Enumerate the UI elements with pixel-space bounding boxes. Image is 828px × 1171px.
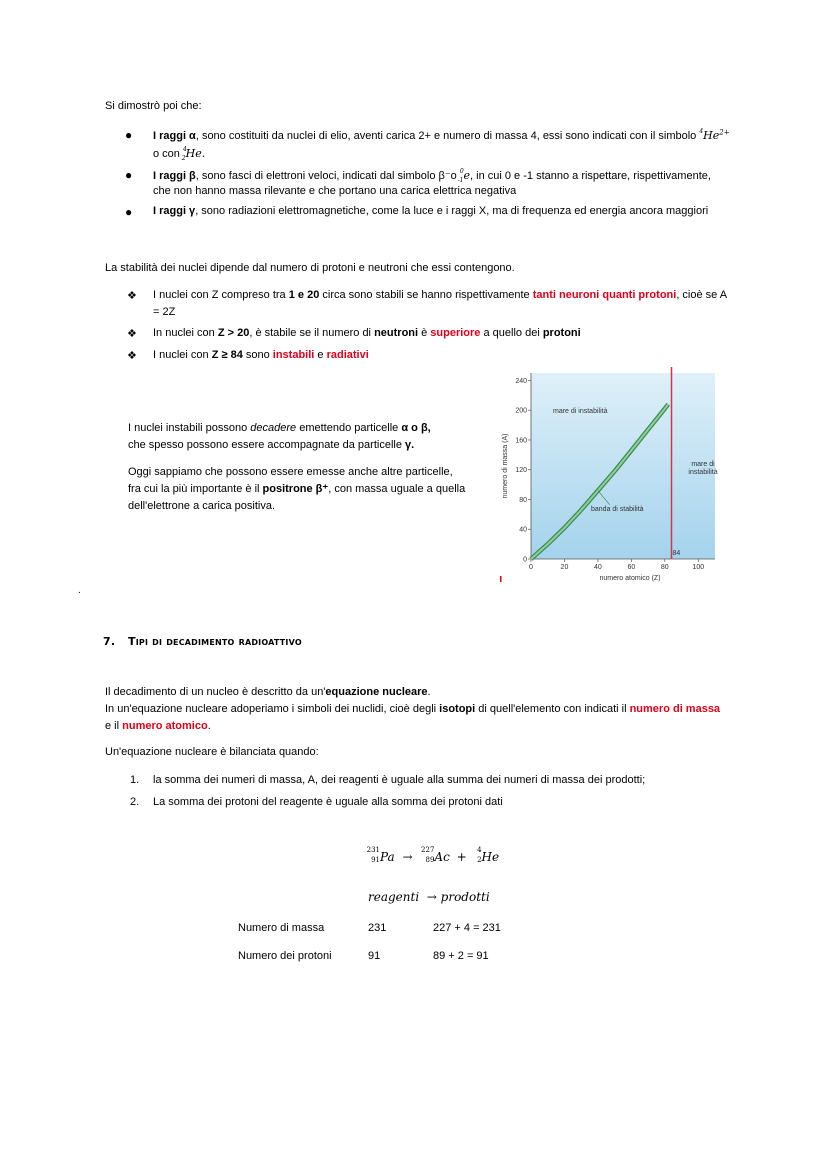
balanced-rule-1: la somma dei numeri di massa, A, dei reagenti è uguale alla summa dei numeri di massa dei prodotti; [153,774,646,786]
y-tick-label: 40 [519,526,527,534]
table-row: Numero dei protoni 91 89 + 2 = 91 [238,950,489,962]
diamond-bullet-icon: ❖ [127,328,137,340]
rule-number-2: 2. [130,796,140,808]
balanced-rule-2: La somma dei protoni del reagente è uguale alla somma dei protoni dati [153,796,503,808]
y-tick-label: 240 [515,377,527,385]
rule-number-1: 1. [130,774,140,786]
stability-rule-1-line2: = 2Z [153,306,176,318]
bullet-icon: ● [125,168,133,182]
intro-text: Si dimostrò poi che: [105,100,202,112]
ray-beta: I raggi β, sono fasci di elettroni veloci, indicati dal simbolo β⁻o $^0_{-1}$e, in cui 0 e -1 stanno a rispettare, rispettivamente, [153,168,711,185]
annotation-sea-right: mare di instabilità [688,461,718,476]
stability-rule-3: I nuclei con Z ≥ 84 sono instabili e radiativi [153,349,369,361]
nuclear-equation: 231 91 Pa → 227 89 Ac + 4 2 He [366,846,500,864]
y-tick-label: 120 [515,467,527,475]
x-ticks [529,559,704,571]
stability-rule-2: In nuclei con Z > 20, è stabile se il numero di neutroni è superiore a quello dei protoni [153,327,581,339]
y-tick-label: 0 [523,556,527,564]
decay-paragraph: Il decadimento di un nucleo è descritto da un'equazione nucleare. In un'equazione nucleare adoperiamo i simboli dei nuclidi, cioè degli isotopi di quell'elemento con indicati il numero di massa e il numero atomico. [105,686,721,732]
ray-alpha: I raggi α, sono costituiti da nuclei di elio, aventi carica 2+ e numero di massa 4, essi sono indicati con il simbolo $^4He^{2+}$ [153,128,730,142]
annotation-band: banda di stabilità [591,506,644,513]
stray-dot: . [78,585,81,596]
red-mark [500,576,502,582]
ray-alpha-line2: o con $^4_2$He. [153,146,206,163]
balanced-intro: Un'equazione nucleare è bilanciata quando: [105,746,319,758]
unstable-paragraph: I nuclei instabili possono decadere emettendo particelle α o β, che spesso possono essere accompagnate da particelle γ. Oggi sappiamo che possono essere emesse anche altre particelle, fra cui la più importante è il positrone β⁺, con massa uguale a quella dell'elettrone a carica positiva. [128,422,466,512]
stability-intro: La stabilità dei nuclei dipende dal numero di protoni e neutroni che essi contengono. [105,262,515,274]
ray-gamma: I raggi γ, sono radiazioni elettromagnetiche, come la luce e i raggi X, ma di frequenza ed energia ancora maggiori [153,205,709,217]
y-axis-label: numero di massa (A) [502,433,509,499]
y-tick-label: 200 [515,407,527,415]
x-tick-label: 0 [529,564,533,571]
reagents-products: reagenti → prodotti [368,890,490,904]
diamond-bullet-icon: ❖ [127,290,137,302]
section-number: 7. [103,635,116,648]
y-ticks [515,378,531,564]
bullet-icon: ● [125,205,133,219]
x-tick-label: 40 [594,564,602,571]
x-axis-label: numero atomico (Z) [599,575,661,582]
bullet-icon: ● [125,128,133,142]
x-tick-label: 60 [627,564,636,571]
table-row: Numero di massa 231 227 + 4 = 231 [238,922,501,934]
ray-beta-line2: che non hanno massa rilevante e che portano una carica elettrica negativa [153,185,517,197]
x-tick-label: 20 [560,564,569,571]
y-tick-label: 160 [515,437,527,445]
stability-chart [490,365,735,590]
stability-rule-1: I nuclei con Z compreso tra 1 e 20 circa sono stabili se hanno rispettivamente tanti neuroni quanti protoni, cioè se A [153,289,728,301]
diamond-bullet-icon: ❖ [127,350,137,362]
x-tick-label: 100 [692,564,705,571]
z84-label: 84 [672,550,681,557]
balance-table [238,914,501,970]
x-tick-label: 80 [660,564,669,571]
section-title: Tipi di decadimento radioattivo [128,635,302,648]
y-tick-label: 80 [519,496,527,504]
annotation-sea-top: mare di instabilità [553,408,608,415]
